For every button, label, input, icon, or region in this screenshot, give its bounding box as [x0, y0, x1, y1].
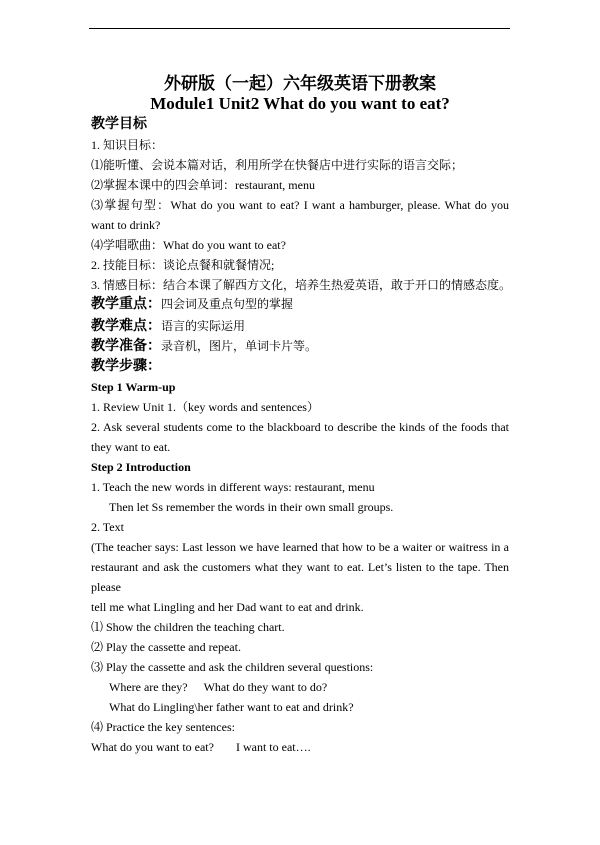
objective-knowledge: 1. 知识目标： — [91, 138, 164, 152]
step2-sub1: ⑴ Show the children the teaching chart. — [91, 620, 285, 634]
key-sentences — [91, 740, 311, 754]
step2-line2: 2. Text — [91, 520, 124, 534]
step2-sub4: ⑷ Practice the key sentences: — [91, 720, 235, 734]
objective-k1: ⑴能听懂、会说本篇对话，利用所学在快餐店中进行实际的语言交际； — [91, 158, 464, 172]
step2-heading: Step 2 Introduction — [91, 460, 191, 474]
step1-heading: Step 1 Warm-up — [91, 380, 176, 394]
step2-line1b: Then let Ss remember the words in their own small groups. — [109, 500, 394, 514]
doc-subtitle: Module1 Unit2 What do you want to eat? — [150, 94, 450, 113]
question-1: Where are they? — [109, 680, 188, 694]
step2-para2: restaurant and ask the customers what they want to eat. Let’s listen to the tape. Then — [91, 560, 509, 574]
objective-k2: ⑵掌握本课中的四会单词：restaurant, menu — [91, 178, 315, 192]
step1-line2a: 2. Ask several students come to the blackboard to describe the kinds of the foods that — [91, 420, 509, 434]
difficulties-label: 教学难点： — [91, 319, 161, 334]
steps-heading: 教学步骤： — [91, 359, 161, 374]
question-2: What do they want to do? — [203, 680, 328, 694]
key-sentence-2: I want to eat…. — [235, 740, 311, 754]
doc-title: 外研版（一起）六年级英语下册教案 — [164, 74, 436, 93]
step1-line1: 1. Review Unit 1.（key words and sentences） — [91, 400, 319, 414]
question-3: What do Lingling\her father want to eat and drink? — [109, 700, 354, 714]
step2-para1: (The teacher says: Last lesson we have learned that how to be a waiter or waitress in a — [91, 540, 509, 554]
preparation-label: 教学准备： — [91, 339, 161, 354]
difficulties-text: 语言的实际运用 — [161, 319, 246, 333]
objective-k3b: want to drink? — [91, 218, 161, 232]
objectives-heading: 教学目标 — [91, 117, 147, 132]
key-points-label: 教学重点： — [91, 297, 161, 312]
preparation-text: 录音机，图片，单词卡片等。 — [161, 339, 318, 353]
header-rule — [89, 28, 510, 29]
objective-skill: 2. 技能目标：谈论点餐和就餐情况; — [91, 258, 275, 272]
step2-para3: please — [91, 580, 121, 594]
objective-k3a: ⑶掌握句型：What do you want to eat? I want a hamburger, please. What do you — [91, 198, 509, 212]
step1-line2b: they want to eat. — [91, 440, 171, 454]
step2-questions — [109, 680, 327, 694]
key-sentence-1: What do you want to eat? — [91, 740, 214, 754]
step2-para4: tell me what Lingling and her Dad want to eat and drink. — [91, 600, 364, 614]
step2-sub2: ⑵ Play the cassette and repeat. — [91, 640, 241, 654]
preparation — [91, 338, 317, 356]
objective-k4: ⑷学唱歌曲：What do you want to eat? — [91, 238, 286, 252]
objective-emotion: 3. 情感目标：结合本课了解西方文化，培养生热爱英语，敢于开口的情感态度。 — [91, 278, 512, 292]
step2-sub3: ⑶ Play the cassette and ask the children several questions: — [91, 660, 374, 674]
step2-line1: 1. Teach the new words in different ways: restaurant, menu — [91, 480, 375, 494]
difficulties — [91, 318, 245, 336]
key-points-text: 四会词及重点句型的掌握 — [161, 297, 294, 311]
key-points — [91, 296, 293, 314]
